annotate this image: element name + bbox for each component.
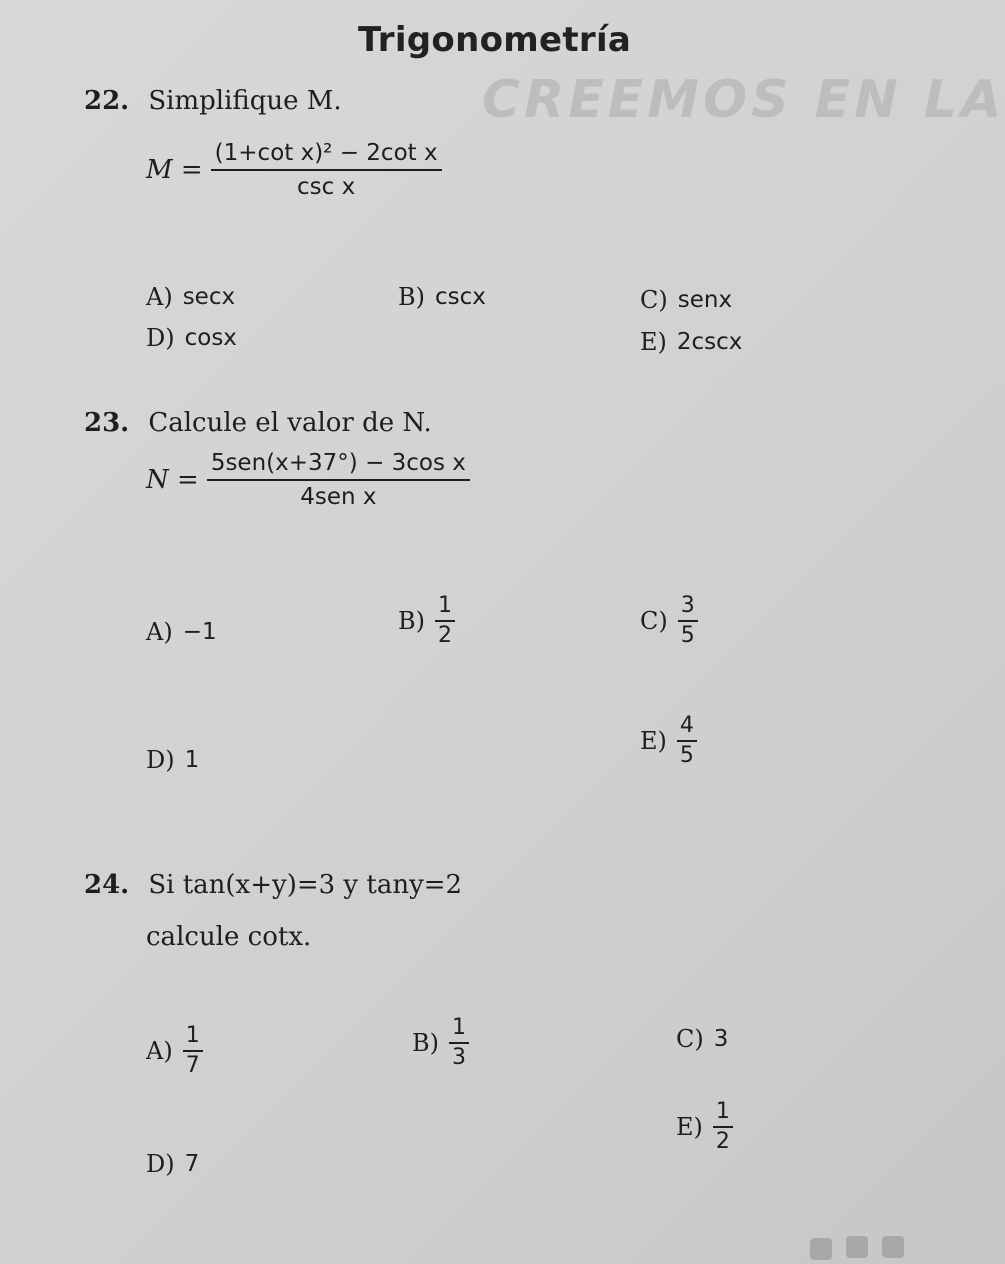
option-letter: D)	[146, 1150, 175, 1178]
question-23-header	[84, 408, 432, 438]
option-c[interactable]	[640, 594, 698, 648]
option-letter: E)	[640, 328, 667, 356]
option-c[interactable]	[640, 286, 732, 314]
question-prompt-line1: Si tan(x+y)=3 y tany=2	[148, 870, 463, 900]
option-a[interactable]	[146, 1024, 203, 1078]
option-e[interactable]	[676, 1100, 733, 1154]
option-fraction	[677, 714, 697, 768]
option-b[interactable]	[398, 594, 455, 648]
fraction-numerator: 1	[183, 1024, 203, 1052]
question-number: 22.	[84, 86, 130, 116]
formula-n	[146, 450, 470, 510]
fraction	[207, 450, 470, 510]
option-fraction	[449, 1016, 469, 1070]
option-letter: C)	[640, 607, 668, 636]
option-letter: C)	[640, 286, 668, 314]
fraction-denominator: 2	[438, 623, 452, 649]
option-value: 1	[184, 747, 200, 773]
option-e[interactable]	[640, 714, 697, 768]
option-value: 3	[713, 1026, 729, 1052]
option-value: 7	[184, 1151, 200, 1177]
option-c[interactable]	[676, 1025, 728, 1053]
question-22-header	[84, 86, 342, 116]
option-value: cscx	[435, 284, 486, 310]
question-number: 24.	[84, 870, 130, 900]
fraction-denominator: 7	[185, 1053, 200, 1079]
option-letter: E)	[640, 727, 667, 756]
option-letter: B)	[398, 607, 425, 636]
option-value: cosx	[184, 325, 237, 351]
option-letter: B)	[412, 1029, 439, 1058]
watermark-text: CREEMOS EN LA	[482, 70, 1005, 130]
fraction	[211, 140, 442, 200]
question-24-header	[84, 870, 462, 900]
fraction-numerator: 4	[677, 714, 697, 742]
fraction-numerator: 5sen(x+37°) − 3cos x	[207, 450, 470, 481]
option-b[interactable]	[398, 283, 486, 311]
option-d[interactable]	[146, 746, 199, 774]
formula-variable: N =	[146, 465, 199, 495]
question-prompt: Calcule el valor de N.	[148, 408, 432, 438]
option-a[interactable]	[146, 283, 235, 311]
fraction-denominator: 5	[679, 743, 694, 769]
question-number: 23.	[84, 408, 130, 438]
formula-m	[146, 140, 442, 200]
option-value: senx	[677, 287, 733, 313]
option-letter: E)	[676, 1113, 703, 1142]
corner-mark	[846, 1236, 868, 1258]
fraction-numerator: 1	[713, 1100, 733, 1128]
fraction-denominator: csc x	[297, 174, 356, 200]
option-fraction	[183, 1024, 203, 1078]
option-b[interactable]	[412, 1016, 469, 1070]
option-value: 2cscx	[676, 329, 743, 355]
fraction-numerator: 3	[678, 594, 698, 622]
formula-variable: M =	[146, 155, 203, 185]
question-prompt-line2: calcule cotx.	[146, 922, 312, 952]
option-letter: A)	[146, 1037, 173, 1066]
fraction-denominator: 2	[715, 1129, 730, 1155]
question-prompt: Simplifique M.	[148, 86, 342, 116]
option-letter: D)	[146, 746, 175, 774]
option-letter: B)	[398, 283, 425, 311]
option-d[interactable]	[146, 324, 237, 352]
fraction-denominator: 3	[452, 1045, 466, 1071]
option-letter: A)	[146, 283, 173, 311]
option-d[interactable]	[146, 1150, 199, 1178]
fraction-denominator: 5	[680, 623, 695, 649]
option-letter: D)	[146, 324, 175, 352]
option-fraction	[713, 1100, 733, 1154]
fraction-numerator: 1	[449, 1016, 469, 1044]
option-value: secx	[182, 284, 236, 310]
corner-mark	[882, 1236, 904, 1258]
option-letter: C)	[676, 1025, 704, 1053]
option-e[interactable]	[640, 328, 742, 356]
option-letter: A)	[146, 618, 173, 646]
page-title: Trigonometría	[358, 20, 632, 60]
fraction-denominator: 4sen x	[300, 484, 377, 510]
option-value: −1	[182, 619, 217, 645]
option-fraction	[435, 594, 455, 648]
fraction-numerator: 1	[435, 594, 455, 622]
fraction-numerator: (1+cot x)² − 2cot x	[211, 140, 442, 171]
option-fraction	[678, 594, 698, 648]
corner-mark	[810, 1238, 832, 1260]
option-a[interactable]	[146, 618, 217, 646]
